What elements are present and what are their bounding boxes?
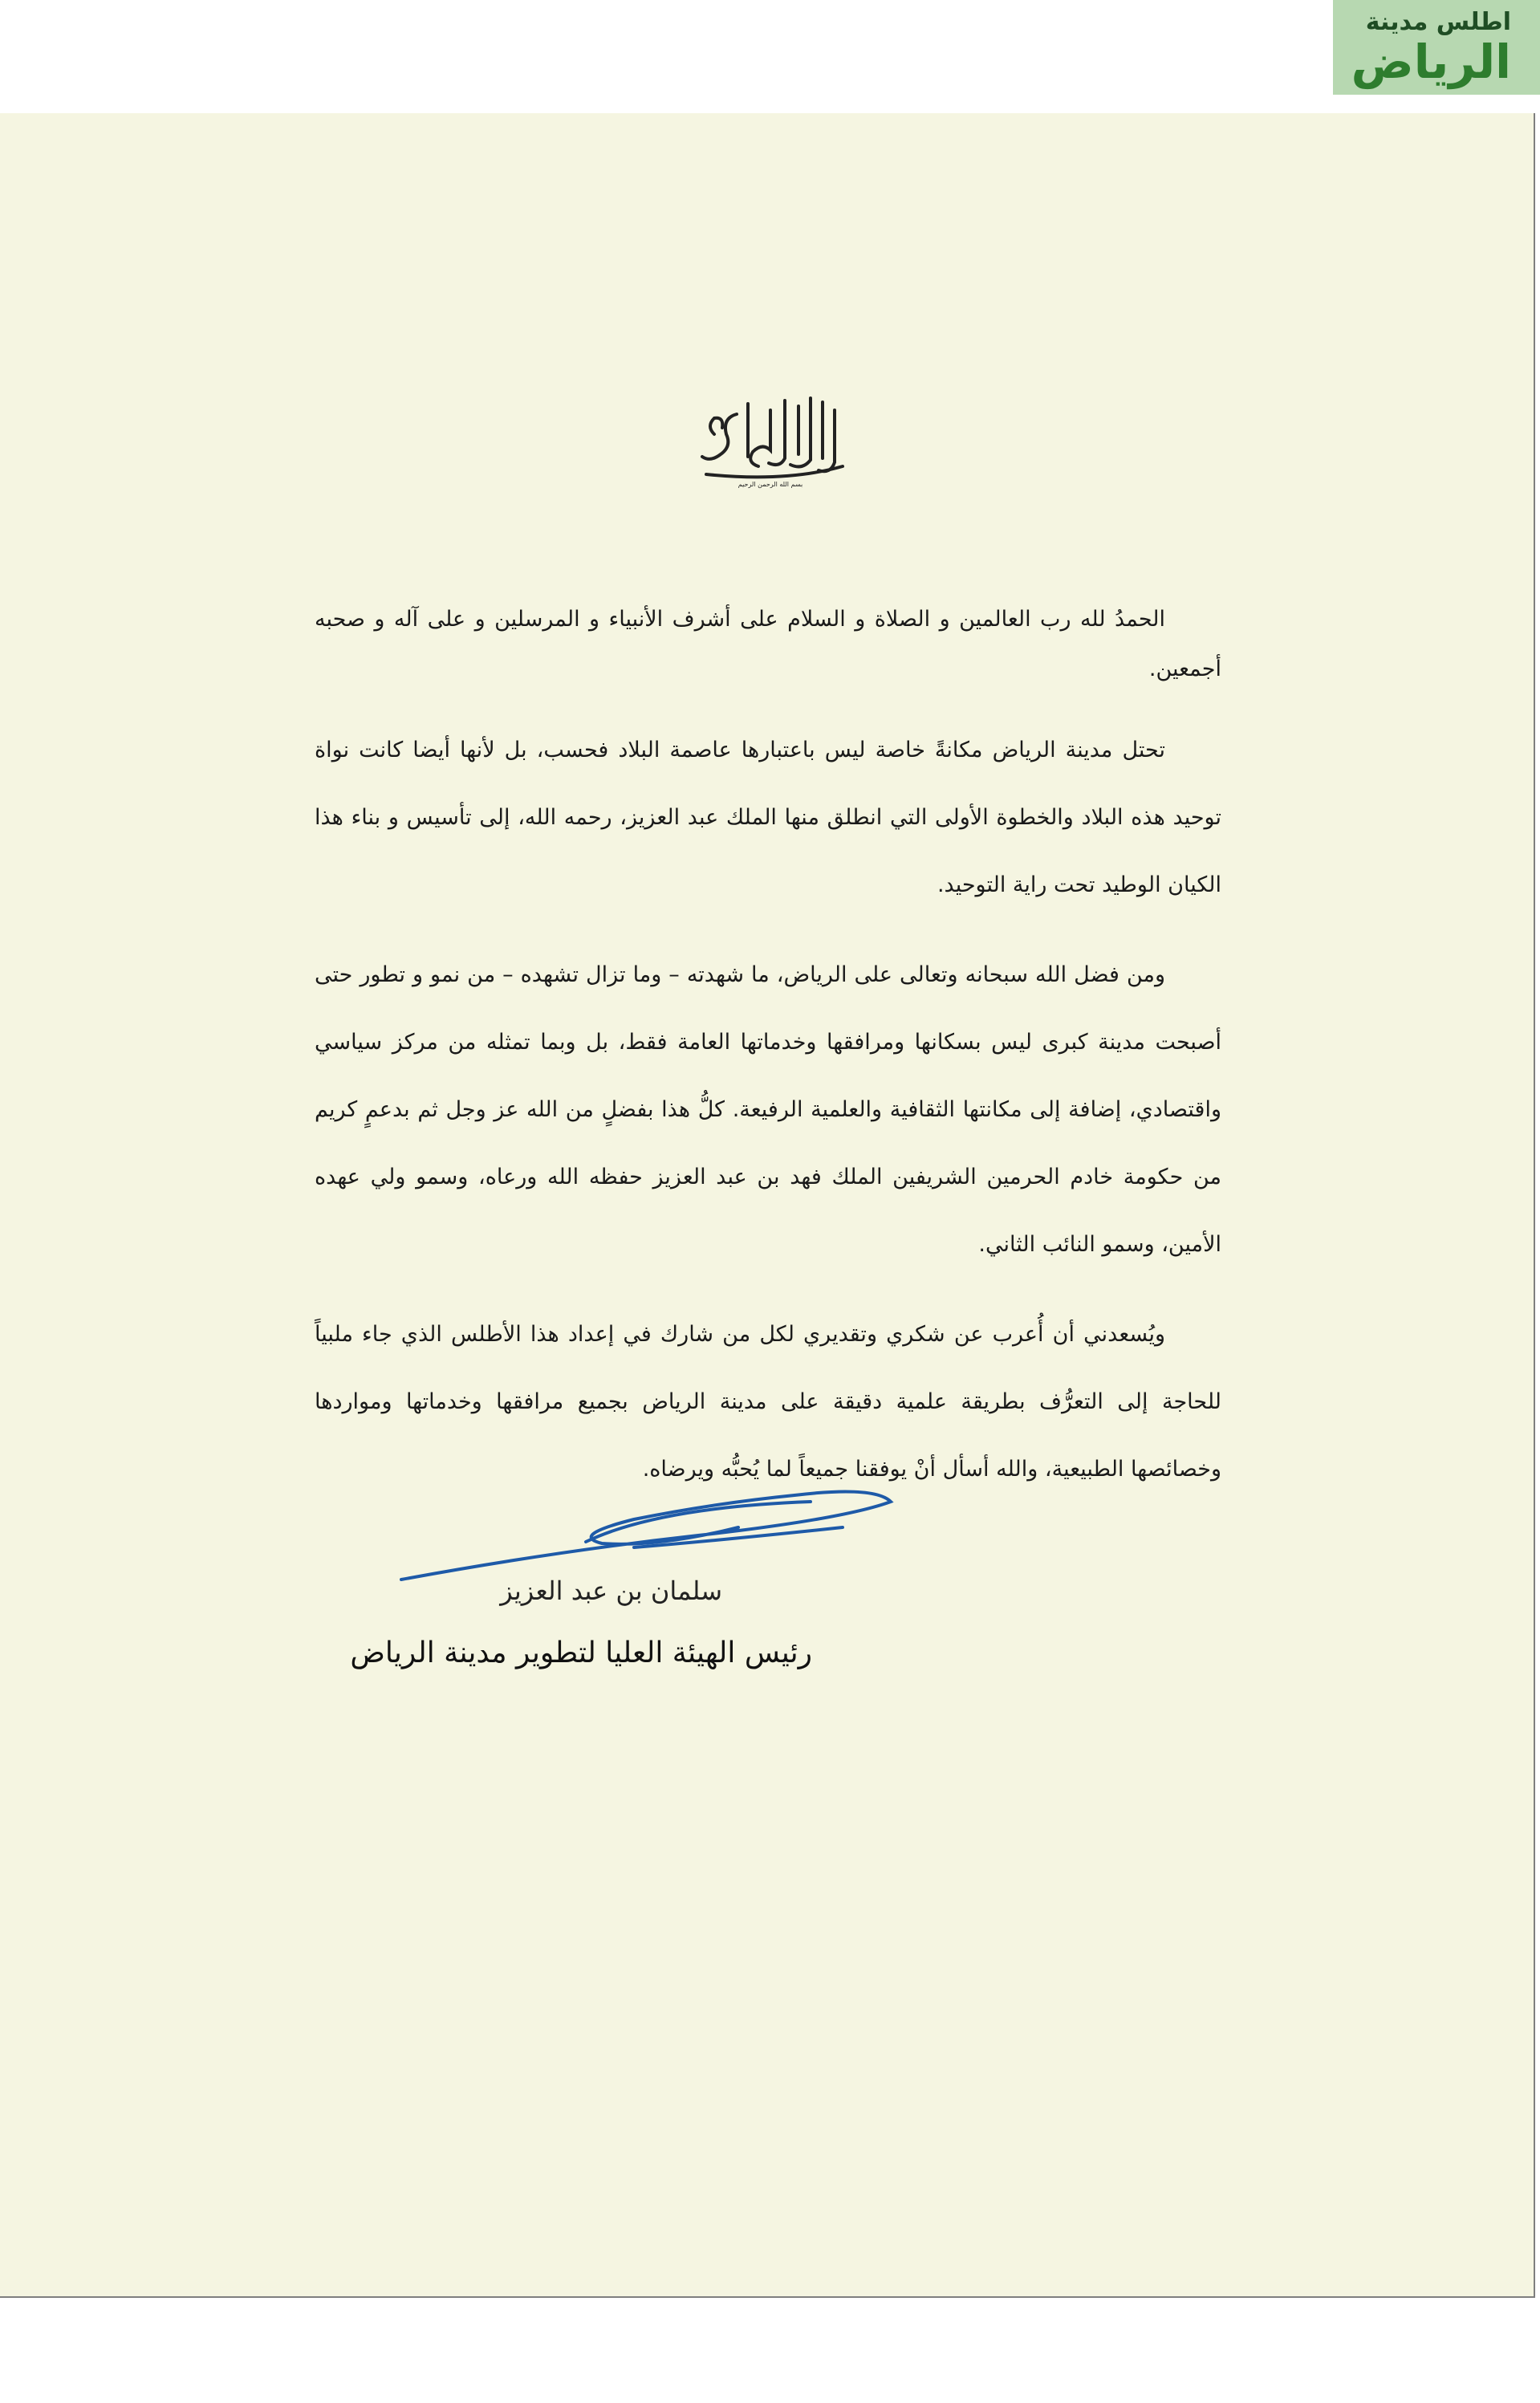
logo-line1: اطلس مدينة: [1365, 8, 1511, 36]
signature-title: رئيس الهيئة العليا لتطوير مدينة الرياض: [350, 1637, 812, 1669]
signature-name: سلمان بن عبد العزيز: [500, 1576, 722, 1606]
paragraph-thanks: ويُسعدني أن أُعرب عن شكري وتقديري لكل من شارك في إعداد هذا الأطلس الذي جاء ملبياً للحاجة إلى التعرُّف بطريقة علمية دقيقة على مدينة الرياض بجميع مرافقها وخدماتها ومواردها وخصائصها الطبيعية، والله أسأل أنْ يوفقنا جميعاً لما يُحبُّه ويرضاه.: [315, 1322, 1221, 1482]
paragraph-riyadh-status: تحتل مدينة الرياض مكانةً خاصة ليس باعتبارها عاصمة البلاد فحسب، بل لأنها أيضا كانت نواة توحيد هذه البلاد والخطوة الأولى التي انطلق منها الملك عبد العزيز، رحمه الله، إلى تأسيس و بناء هذا الكيان الوطيد تحت راية التوحيد.: [315, 738, 1221, 897]
paragraph-greeting: الحمدُ لله رب العالمين و الصلاة و السلام على أشرف الأنبياء و المرسلين و على آله و صحبه أجمعين.: [315, 607, 1221, 681]
basmala-calligraphy: [690, 386, 851, 490]
handwritten-signature: [393, 1479, 907, 1584]
basmala-text: بسم الله الرحمن الرحيم: [737, 481, 803, 488]
logo-line2: الرياض: [1351, 35, 1511, 89]
letter-body: [315, 595, 1221, 1526]
letter-page: [0, 113, 1535, 2298]
paragraph-growth: ومن فضل الله سبحانه وتعالى على الرياض، ما شهدته – وما تزال تشهده – من نمو و تطور حتى أصبحت مدينة كبرى ليس بسكانها ومرافقها وخدماتها العامة فقط، بل وبما تمثله من مركز سياسي واقتصادي، إضافة إلى مكانتها الثقافية والعلمية الرفيعة. كلُّ هذا بفضلٍ من الله عز وجل ثم بدعمٍ كريم من حكومة خادم الحرمين الشريفين الملك فهد بن عبد العزيز حفظه الله ورعاه، وسمو ولي عهده الأمين، وسمو النائب الثاني.: [315, 962, 1221, 1257]
atlas-logo: [1333, 0, 1540, 95]
